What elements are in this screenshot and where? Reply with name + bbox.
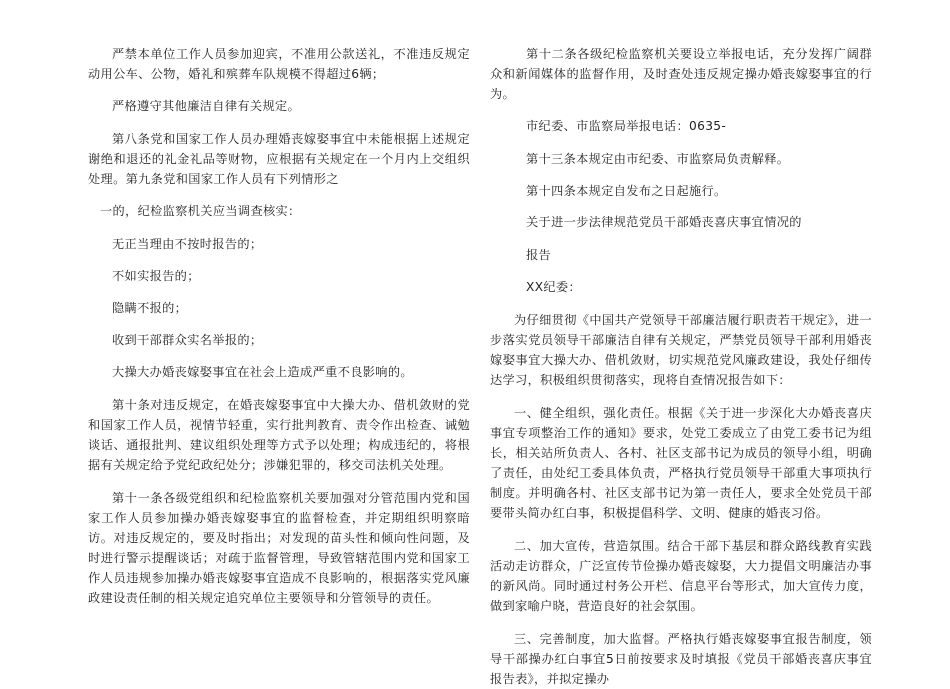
left-paragraph: 严格遵守其他廉洁自律有关规定。 — [112, 99, 301, 113]
right-paragraph: 市纪委、市监察局举报电话：0635- — [526, 119, 727, 133]
left-paragraph: 严禁本单位工作人员参加迎宾，不准用公款送礼，不准违反规定动用公车、公物，婚礼和殡葬车队规模不得超过6辆； — [88, 47, 470, 81]
left-paragraph: 收到干部群众实名举报的； — [112, 333, 263, 347]
left-paragraph: 不如实报告的； — [112, 269, 200, 283]
left-paragraph: 大操大办婚丧嫁娶事宜在社会上造成严重不良影响的。 — [112, 365, 413, 379]
left-paragraph: 第十一条各级党组织和纪检监察机关要加强对分管范围内党和国家工作人员参加操办婚丧嫁娶事宜的监督检查，并定期组织明察暗访。对违反规定的，要及时指出；对发现的苗头性和倾向性问题，及时进行警示提醒谈话；对疏于监督管理，导致管辖范围内党和国家工作人员违规参加操办婚丧嫁娶事宜造成不良影响的，根据落实党风廉政建设责任制的相关规定追究单位主要领导和分管领导的责任。 — [88, 491, 470, 605]
right-paragraph: 第十二条各级纪检监察机关要设立举报电话，充分发挥广阔群众和新闻媒体的监督作用，及时查处违反规定操办婚丧嫁娶事宜的行为。 — [490, 47, 872, 101]
right-paragraph: XX纪委： — [526, 280, 582, 294]
left-paragraph: 一的，纪检监察机关应当调查核实： — [100, 204, 301, 218]
right-paragraph: 报告 — [526, 248, 552, 262]
right-paragraph: 第十四条本规定自发布之日起施行。 — [526, 184, 727, 198]
right-paragraph: 三、完善制度，加大监督。严格执行婚丧嫁娶事宜报告制度，领导干部操办红白事宜5日前按要求及时填报《党员干部婚丧喜庆事宜报告表》，并拟定操办 — [490, 632, 872, 686]
left-paragraph: 无正当理由不按时报告的； — [112, 237, 263, 251]
right-paragraph: 第十三条本规定由市纪委、市监察局负责解释。 — [526, 152, 790, 166]
left-paragraph: 第十条对违反规定，在婚丧嫁娶事宜中大操大办、借机敛财的党和国家工作人员，视情节轻重，实行批判教育、责令作出检查、诫勉谈话、通报批判、建议组织处理等方式予以处理；构成违纪的，将根据有关规定给予党纪政纪处分；涉嫌犯罪的，移交司法机关处理。 — [88, 398, 470, 472]
left-paragraph: 第八条党和国家工作人员办理婚丧嫁娶事宜中未能根据上述规定谢绝和退还的礼金礼品等财物，应根据有关规定在一个月内上交组织处理。第九条党和国家工作人员有下列情形之 — [88, 132, 470, 186]
right-paragraph: 二、加大宣传，营造氛围。结合干部下基层和群众路线教育实践活动走访群众，广泛宣传节俭操办婚丧嫁娶，大力提倡文明廉洁办事的新风尚。同时通过村务公开栏、信息平台等形式，加大宣传力度，做到家喻户晓，营造良好的社会氛围。 — [490, 539, 872, 613]
right-paragraph: 一、健全组织，强化责任。根据《关于进一步深化大办婚丧喜庆事宜专项整治工作的通知》要求，处党工委成立了由党工委书记为组长，相关站所负责人、各村、社区支部书记为成员的领导小组，明确了责任，由处纪工委具体负责，严格执行党员领导干部重大事项执行制度。并明确各村、社区支部书记为第一责任人，要求全处党员干部要带头简办红白事，积极提倡科学、文明、健康的婚丧习俗。 — [490, 406, 872, 520]
left-paragraph: 隐瞒不报的； — [112, 301, 188, 315]
right-paragraph: 关于进一步法律规范党员干部婚丧喜庆事宜情况的 — [526, 215, 802, 229]
left-column — [88, 44, 470, 608]
right-paragraph: 为仔细贯彻《中国共产党领导干部廉洁履行职责若干规定》，进一步落实党员领导干部廉洁自律有关规定，严禁党员领导干部利用婚丧嫁娶事宜大操大办、借机敛财，切实规范党风廉政建设，我处仔细传达学习，积极组织贯彻落实，现将自查情况报告如下： — [490, 313, 872, 387]
right-column — [490, 44, 872, 689]
